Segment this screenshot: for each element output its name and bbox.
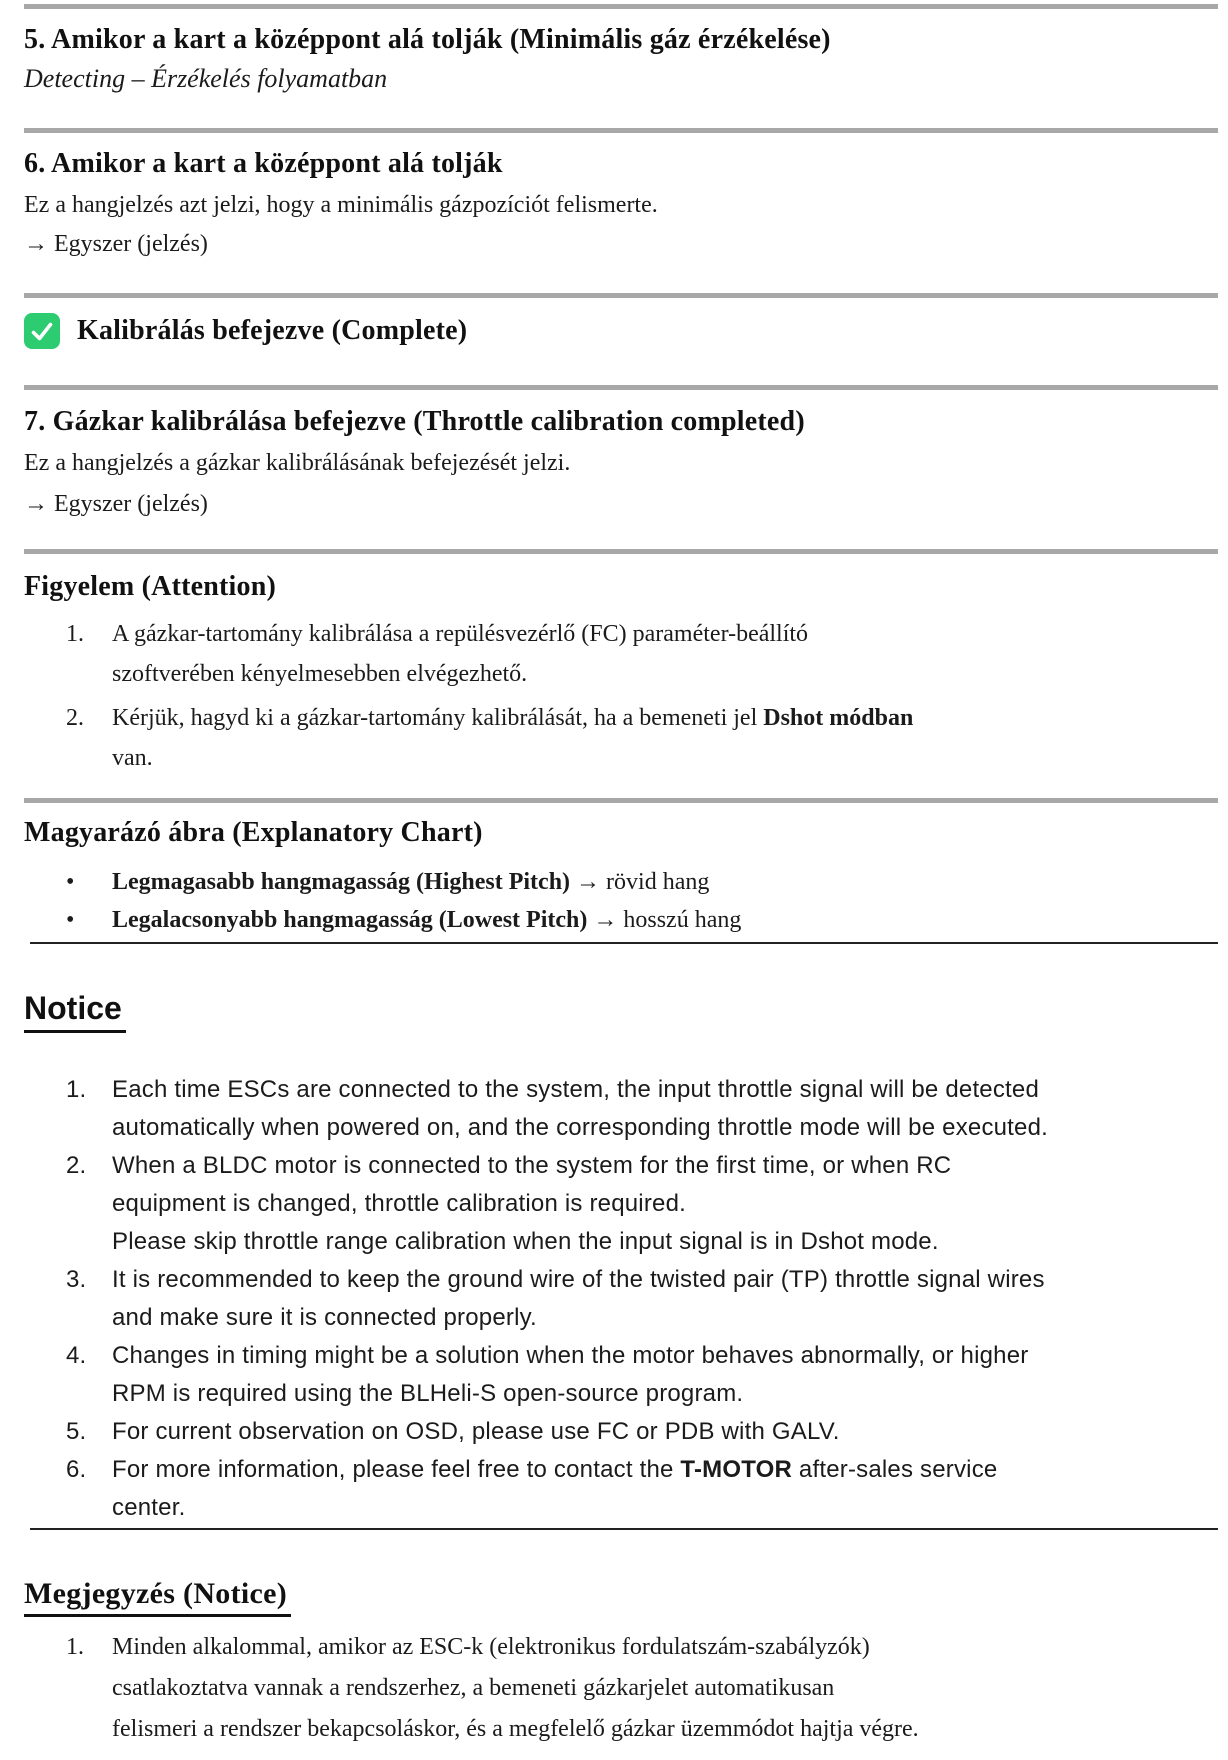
list-item-number: 1. [66, 1634, 84, 1660]
list-item [66, 1413, 1218, 1451]
list-item-text: van. [112, 745, 153, 771]
list-item-text: It is recommended to keep the ground wire of the twisted pair (TP) throttle signal wires [112, 1266, 1045, 1293]
list-item-number: 5. [66, 1418, 87, 1445]
notice-heading: Notice [24, 988, 126, 1033]
list-item-text: Please skip throttle range calibration when the input signal is in Dshot mode. [112, 1228, 939, 1255]
list-item-text: szoftverében kényelmesebben elvégezhető. [112, 661, 528, 687]
section-divider [30, 942, 1218, 944]
section-divider [24, 128, 1218, 133]
list-item-text: For more information, please feel free to contact the T-MOTOR after-sales service [112, 1456, 998, 1483]
section-6-note: → Egyszer (jelzés) [24, 231, 208, 257]
list-item [66, 1627, 1218, 1750]
section-divider [30, 1528, 1218, 1530]
document-page [0, 4, 1228, 1760]
list-item [66, 1337, 1218, 1413]
list-item-number: 2. [66, 1152, 87, 1179]
section-divider [24, 293, 1218, 298]
list-item [66, 1261, 1218, 1337]
section-7-body: Ez a hangjelzés a gázkar kalibrálásának befejezését jelzi. [24, 450, 571, 476]
list-item-text: felismeri a rendszer bekapcsoláskor, és a megfelelő gázkar üzemmódot hajtja végre. [112, 1716, 919, 1742]
list-item [66, 698, 1218, 778]
explanatory-chart-heading: Magyarázó ábra (Explanatory Chart) [24, 817, 483, 848]
section-divider [24, 385, 1218, 390]
bullet-icon: • [66, 907, 75, 933]
list-item-number: 1. [66, 1076, 87, 1103]
list-item-text: Each time ESCs are connected to the system, the input throttle signal will be detected [112, 1076, 1040, 1103]
list-item-text: automatically when powered on, and the corresponding throttle mode will be executed. [112, 1114, 1049, 1141]
section-divider [24, 798, 1218, 803]
list-item-number: 1. [66, 621, 84, 647]
section-divider [24, 4, 1218, 9]
list-item-text: Legmagasabb hangmagasság (Highest Pitch) → rövid hang [112, 869, 710, 895]
list-item-text: RPM is required using the BLHeli-S open-source program. [112, 1380, 744, 1407]
list-item-number: 6. [66, 1456, 87, 1483]
list-item-text: When a BLDC motor is connected to the system for the first time, or when RC [112, 1152, 952, 1179]
list-item-text: Minden alkalommal, amikor az ESC-k (elektronikus fordulatszám-szabályzók) [112, 1634, 870, 1660]
section-divider [24, 549, 1218, 554]
list-item-text: Changes in timing might be a solution when the motor behaves abnormally, or higher [112, 1342, 1029, 1369]
list-item [66, 1147, 1218, 1261]
attention-heading: Figyelem (Attention) [24, 571, 277, 602]
list-item-text: Legalacsonyabb hangmagasság (Lowest Pitch) → hosszú hang [112, 907, 742, 933]
section-7-heading: 7. Gázkar kalibrálása befejezve (Throttle calibration completed) [24, 406, 805, 437]
list-item [66, 863, 1218, 901]
list-item-text: center. [112, 1494, 186, 1521]
megjegyzes-heading: Megjegyzés (Notice) [24, 1576, 291, 1617]
section-6-body: Ez a hangjelzés azt jelzi, hogy a minimális gázpozíciót felismerte. [24, 192, 658, 218]
check-icon [24, 313, 60, 349]
list-item-text: and make sure it is connected properly. [112, 1304, 537, 1331]
list-item [66, 614, 1218, 694]
section-5-subtitle: Detecting – Érzékelés folyamatban [24, 64, 388, 93]
list-item [66, 1071, 1218, 1147]
list-item [66, 1451, 1218, 1527]
list-item-text: equipment is changed, throttle calibration is required. [112, 1190, 686, 1217]
section-7-note: → Egyszer (jelzés) [24, 491, 208, 517]
list-item-number: 2. [66, 705, 84, 731]
list-item-text: Kérjük, hagyd ki a gázkar-tartomány kalibrálását, ha a bemeneti jel Dshot módban [112, 705, 914, 731]
list-item-text: A gázkar-tartomány kalibrálása a repülésvezérlő (FC) paraméter-beállító [112, 621, 809, 647]
list-item-number: 3. [66, 1266, 87, 1293]
explanatory-bullet-list [66, 863, 1218, 939]
section-5-heading: 5. Amikor a kart a középpont alá tolják (Minimális gáz érzékelése) [24, 24, 831, 55]
megjegyzes-list [66, 1627, 1218, 1750]
list-item-text: csatlakoztatva vannak a rendszerhez, a bemeneti gázkarjelet automatikusan [112, 1675, 835, 1701]
section-6-heading: 6. Amikor a kart a középpont alá tolják [24, 148, 503, 179]
calibration-complete-label: Kalibrálás befejezve (Complete) [77, 315, 468, 346]
calibration-complete-banner [24, 312, 1218, 350]
list-item [66, 901, 1218, 939]
list-item-text: For current observation on OSD, please use FC or PDB with GALV. [112, 1418, 840, 1445]
notice-list [66, 1071, 1218, 1527]
attention-list [66, 614, 1218, 778]
list-item-number: 4. [66, 1342, 87, 1369]
bullet-icon: • [66, 869, 75, 895]
